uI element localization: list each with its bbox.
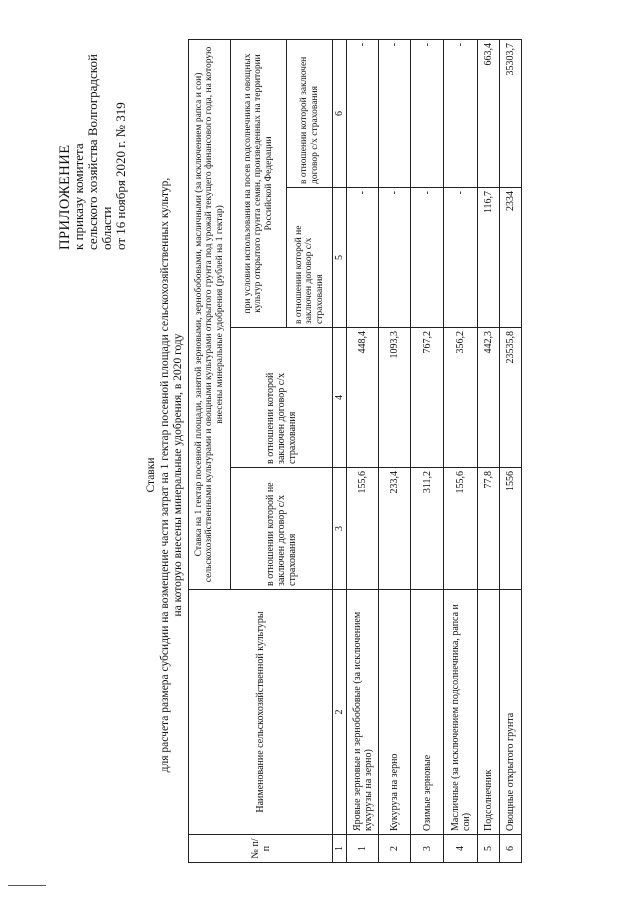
annex-line: к приказу комитета [71, 143, 86, 250]
row-value: - [347, 188, 379, 328]
table-row [444, 39, 478, 862]
col-number: 6 [333, 39, 347, 187]
row-crop-name: Подсолнечник [478, 590, 500, 835]
annex-line: сельского хозяйства Волгоградской [85, 54, 100, 250]
table-row [379, 39, 411, 862]
header-crop-name: Наименование сельскохозяйственной культуры [189, 590, 333, 835]
header-rate: Ставка на 1 гектар посевной площади, занятой зерновыми, зернобобовыми, масличными (за исключением рапса и сои) сельскохозяйственными культурами и овощными культурами открытого грунта под урожай текущего финансового года, на которую внесены минеральные удобрения (рублей на 1 гектар) [189, 39, 231, 589]
col-number: 1 [333, 835, 347, 863]
row-value: 23535,8 [500, 328, 522, 468]
row-value: - [379, 188, 411, 328]
row-number: 1 [347, 835, 379, 863]
annex-block [58, 10, 128, 250]
row-value: 663,4 [478, 39, 500, 187]
annex-line: области [99, 206, 114, 250]
annex-heading: ПРИЛОЖЕНИЕ [57, 144, 73, 250]
row-value: - [444, 39, 478, 187]
row-value: - [411, 188, 444, 328]
row-value: 2334 [500, 188, 522, 328]
row-crop-name: Яровые зерновые и зернобобовые (за исключением кукурузы на зерно) [347, 590, 379, 835]
row-number: 5 [478, 835, 500, 863]
row-value: - [411, 39, 444, 187]
annex-date: от 16 ноября 2020 г. № 319 [113, 102, 128, 250]
col-number: 2 [333, 590, 347, 835]
row-value: 155,6 [444, 468, 478, 590]
row-crop-name: Овощные открытого грунта [500, 590, 522, 835]
row-value: 35303,7 [500, 39, 522, 187]
row-value: 155,6 [347, 468, 379, 590]
row-value: - [347, 39, 379, 187]
col-number: 5 [333, 188, 347, 328]
header-num: № п/п [189, 835, 333, 863]
header-insurance-2: в отношении которой заключен договор с/х страхования [287, 39, 333, 187]
table-row [478, 39, 500, 862]
table-row [500, 39, 522, 862]
row-number: 3 [411, 835, 444, 863]
row-number: 4 [444, 835, 478, 863]
row-value: 1093,3 [379, 328, 411, 468]
rates-table [188, 39, 522, 863]
row-value: 442,3 [478, 328, 500, 468]
col-number: 3 [333, 468, 347, 590]
table-row [411, 39, 444, 862]
row-value: 116,7 [478, 188, 500, 328]
header-no-insurance-2: в отношении которой не заключен договор с/х страхования [287, 188, 333, 328]
row-value: 1556 [500, 468, 522, 590]
table-row [347, 39, 379, 862]
row-crop-name: Масличные (за исключением подсолнечника, рапса и сои) [444, 590, 478, 835]
col-number: 4 [333, 328, 347, 468]
row-value: 356,2 [444, 328, 478, 468]
header-no-insurance: в отношении которой не заключен договор с/х страхования [231, 468, 333, 590]
row-value: 311,2 [411, 468, 444, 590]
header-condition: при условии использования на посев подсолнечника и овощных культур открытого грунта семян, произведенных на территории Российской Федерации [231, 39, 287, 327]
title-heading: Ставки [145, 457, 157, 493]
scan-artifact-line [8, 885, 46, 886]
row-crop-name: Озимые зерновые [411, 590, 444, 835]
title-line: на которую внесены минеральные удобрения, в 2020 году [172, 333, 184, 617]
row-value: - [379, 39, 411, 187]
row-value: 233,4 [379, 468, 411, 590]
row-number: 6 [500, 835, 522, 863]
row-number: 2 [379, 835, 411, 863]
row-value: 77,8 [478, 468, 500, 590]
row-value: - [444, 188, 478, 328]
row-value: 448,4 [347, 328, 379, 468]
row-crop-name: Кукуруза на зерно [379, 590, 411, 835]
title-line: для расчета размера субсидии на возмещение части затрат на 1 гектар посевной площади сельскохозяйственных культур, [159, 177, 171, 773]
row-value: 767,2 [411, 328, 444, 468]
header-insurance: в отношении которой заключен договор с/х страхования [231, 328, 333, 468]
